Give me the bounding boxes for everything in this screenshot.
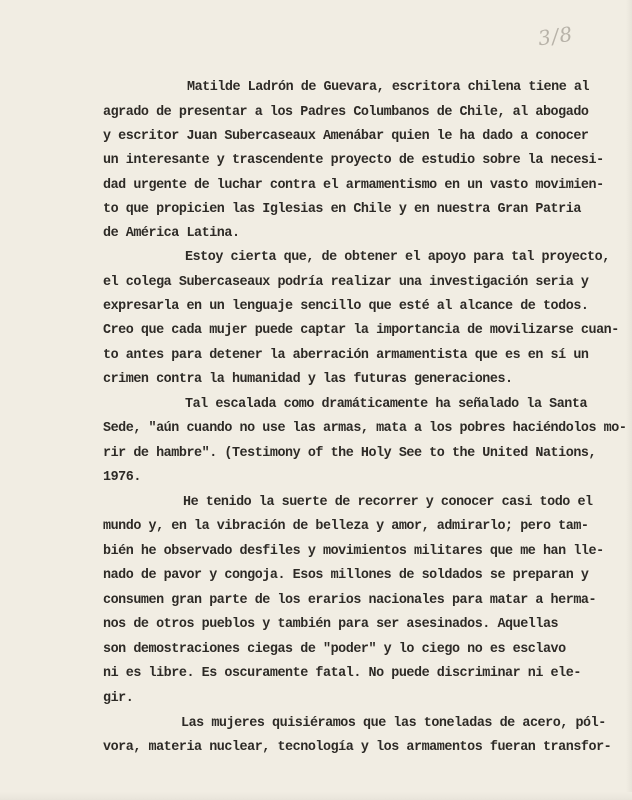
text-line: nos de otros pueblos y también para ser asesinados. Aquellas [103, 617, 559, 632]
text-line: bién he observado desfiles y movimientos militares que me han lle- [103, 544, 604, 559]
text-line: He tenido la suerte de recorrer y conocer casi todo el [183, 495, 593, 510]
text-line: consumen gran parte de los erarios nacionales para matar a herma- [103, 593, 597, 608]
folio-number: 3/8 [536, 21, 575, 51]
page-edge-right [626, 0, 632, 800]
text-line: expresarla en un lenguaje sencillo que esté al alcance de todos. [103, 299, 589, 314]
text-line: de América Latina. [103, 226, 240, 241]
text-line: agrado de presentar a los Padres Columbanos de Chile, al abogado [103, 105, 589, 120]
text-line: dad urgente de luchar contra el armamentismo en un vasto movimien- [103, 178, 604, 193]
text-line: Sede, "aún cuando no use las armas, mata a los pobres haciéndolos mo- [103, 421, 627, 436]
text-line: gir. [103, 691, 134, 706]
text-line: vora, materia nuclear, tecnología y los armamentos fueran transfor- [103, 740, 612, 755]
text-line: y escritor Juan Subercaseaux Amenábar quien le ha dado a conocer [103, 129, 589, 144]
text-line: Creo que cada mujer puede captar la importancia de movilizarse cuan- [103, 323, 619, 338]
text-line: Estoy cierta que, de obtener el apoyo para tal proyecto, [185, 250, 610, 265]
text-line: Las mujeres quisiéramos que las toneladas de acero, pól- [181, 716, 606, 731]
text-line: rir de hambre". (Testimony of the Holy See to the United Nations, [103, 446, 597, 461]
text-line: 1976. [103, 470, 141, 485]
text-line: Matilde Ladrón de Guevara, escritora chilena tiene al [187, 80, 590, 95]
text-line: to antes para detener la aberración armamentista que es en sí un [103, 348, 589, 363]
page-edge-bottom [0, 792, 632, 800]
text-line: son demostraciones ciegas de "poder" y lo ciego no es esclavo [103, 642, 566, 657]
text-line: crimen contra la humanidad y las futuras generaciones. [103, 372, 513, 387]
text-line: ni es libre. Es oscuramente fatal. No puede discriminar ni ele- [103, 666, 581, 681]
text-line: Tal escalada como dramáticamente ha señalado la Santa [185, 397, 588, 412]
text-line: mundo y, en la vibración de belleza y amor, admirarlo; pero tam- [103, 519, 589, 534]
text-line: un interesante y trascendente proyecto de estudio sobre la necesi- [103, 153, 604, 168]
text-line: nado de pavor y congoja. Esos millones de soldados se preparan y [103, 568, 589, 583]
text-line: el colega Subercaseaux podría realizar una investigación seria y [103, 275, 589, 290]
text-line: to que propicien las Iglesias en Chile y en nuestra Gran Patria [103, 202, 581, 217]
